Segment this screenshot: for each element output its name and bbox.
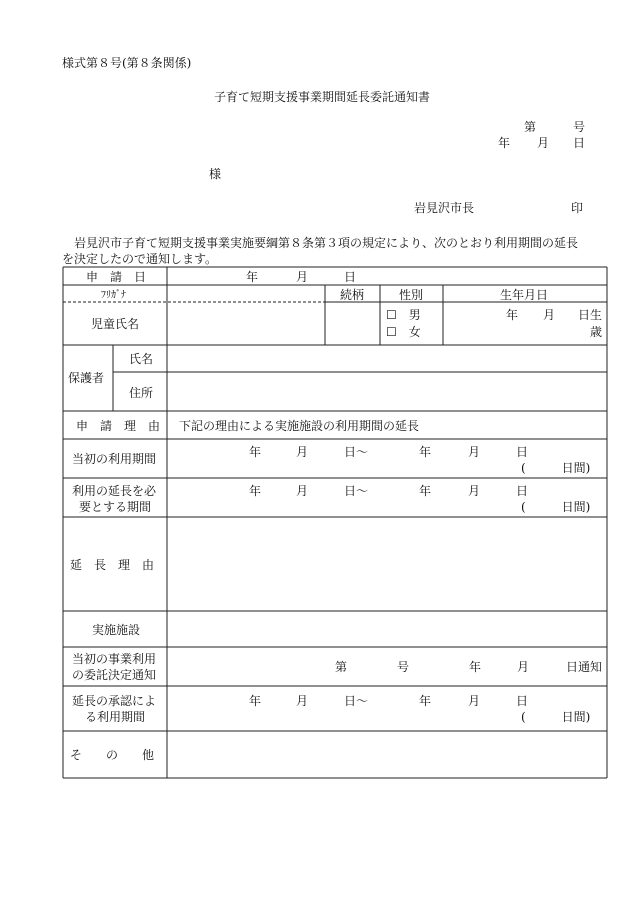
birth-nen: 年 <box>506 308 519 322</box>
date-hi: 日 <box>573 136 586 150</box>
label-extension-needed-2: 要とする期間 <box>79 500 152 514</box>
label-guardian-address: 住所 <box>129 386 154 400</box>
approved-period-nen: 年 <box>249 694 262 708</box>
body-text-line2: を決定したので通知します。 <box>62 252 218 266</box>
app-date-hi: 日 <box>344 270 357 284</box>
initial-period-tsuki: 月 <box>296 445 309 459</box>
extension-needed-tsuki: 月 <box>296 484 309 498</box>
doc-number-dai: 第 <box>524 120 537 134</box>
initial-notice-go: 号 <box>397 660 410 674</box>
label-facility: 実施施設 <box>92 623 141 637</box>
label-approved-period-1: 延長の承認によ <box>72 694 157 708</box>
label-application-reason: 申 請 理 由 <box>76 419 161 433</box>
approved-period-hi2: 日 <box>516 694 529 708</box>
label-relation: 続柄 <box>340 288 365 302</box>
label-application-date: 申 請 日 <box>86 270 147 284</box>
date-nen: 年 <box>498 136 511 150</box>
app-date-nen: 年 <box>246 270 259 284</box>
initial-notice-hi-tsuchi: 日通知 <box>566 660 603 674</box>
approved-period-tsuki: 月 <box>296 694 309 708</box>
birth-hi-sei: 日生 <box>578 308 603 322</box>
extension-needed-nen: 年 <box>249 484 262 498</box>
label-initial-period: 当初の利用期間 <box>72 452 157 466</box>
label-extension-reason: 延 長 理 由 <box>70 558 155 572</box>
issuer-name: 岩見沢市長 <box>414 201 475 215</box>
approved-period-days: ( 日間) <box>521 710 591 724</box>
doc-number-go: 号 <box>573 120 586 134</box>
initial-period-days: ( 日間) <box>521 461 591 475</box>
label-gender: 性別 <box>399 288 424 302</box>
approved-period-nen2: 年 <box>419 694 432 708</box>
form-number: 様式第８号(第８条関係) <box>62 56 192 70</box>
label-extension-needed-1: 利用の延長を必 <box>72 484 157 498</box>
label-initial-notice-2: の委託決定通知 <box>72 668 157 682</box>
body-text-line1: 岩見沢市子育て短期支援事業実施要綱第８条第３項の規定により、次のとおり利用期間の延長 <box>74 236 579 250</box>
birth-sai: 歳 <box>590 325 603 339</box>
extension-needed-hi-kara: 日～ <box>344 484 369 498</box>
approved-period-hi-kara: 日～ <box>344 694 369 708</box>
label-furigana: ﾌﾘｶﾞﾅ <box>101 290 126 301</box>
initial-notice-dai: 第 <box>335 660 348 674</box>
initial-period-hi2: 日 <box>516 445 529 459</box>
date-tsuki: 月 <box>537 136 550 150</box>
gender-male-checkbox[interactable]: ☐ 男 <box>386 308 421 322</box>
label-approved-period-2: る利用期間 <box>85 710 146 724</box>
label-guardian: 保護者 <box>68 371 105 385</box>
label-birthdate: 生年月日 <box>500 288 549 302</box>
extension-needed-hi2: 日 <box>516 484 529 498</box>
initial-notice-tsuki: 月 <box>517 660 530 674</box>
initial-period-nen: 年 <box>249 445 262 459</box>
initial-period-tsuki2: 月 <box>468 445 481 459</box>
label-guardian-name: 氏名 <box>129 352 154 366</box>
label-initial-notice-1: 当初の事業利用 <box>72 652 157 666</box>
app-date-tsuki: 月 <box>296 270 309 284</box>
extension-needed-tsuki2: 月 <box>468 484 481 498</box>
extension-needed-days: ( 日間) <box>521 500 591 514</box>
label-other: そ の 他 <box>70 748 155 762</box>
label-child-name: 児童氏名 <box>91 317 140 331</box>
application-reason-value: 下記の理由による実施施設の利用期間の延長 <box>179 419 420 433</box>
initial-period-hi-kara: 日～ <box>344 445 369 459</box>
seal-mark: 印 <box>571 201 584 215</box>
birth-tsuki: 月 <box>543 308 556 322</box>
initial-notice-nen: 年 <box>469 660 482 674</box>
addressee-sama: 様 <box>209 167 222 181</box>
extension-needed-nen2: 年 <box>419 484 432 498</box>
gender-female-checkbox[interactable]: ☐ 女 <box>386 325 421 339</box>
document-title: 子育て短期支援事業期間延長委託通知書 <box>214 90 431 104</box>
approved-period-tsuki2: 月 <box>468 694 481 708</box>
initial-period-nen2: 年 <box>419 445 432 459</box>
